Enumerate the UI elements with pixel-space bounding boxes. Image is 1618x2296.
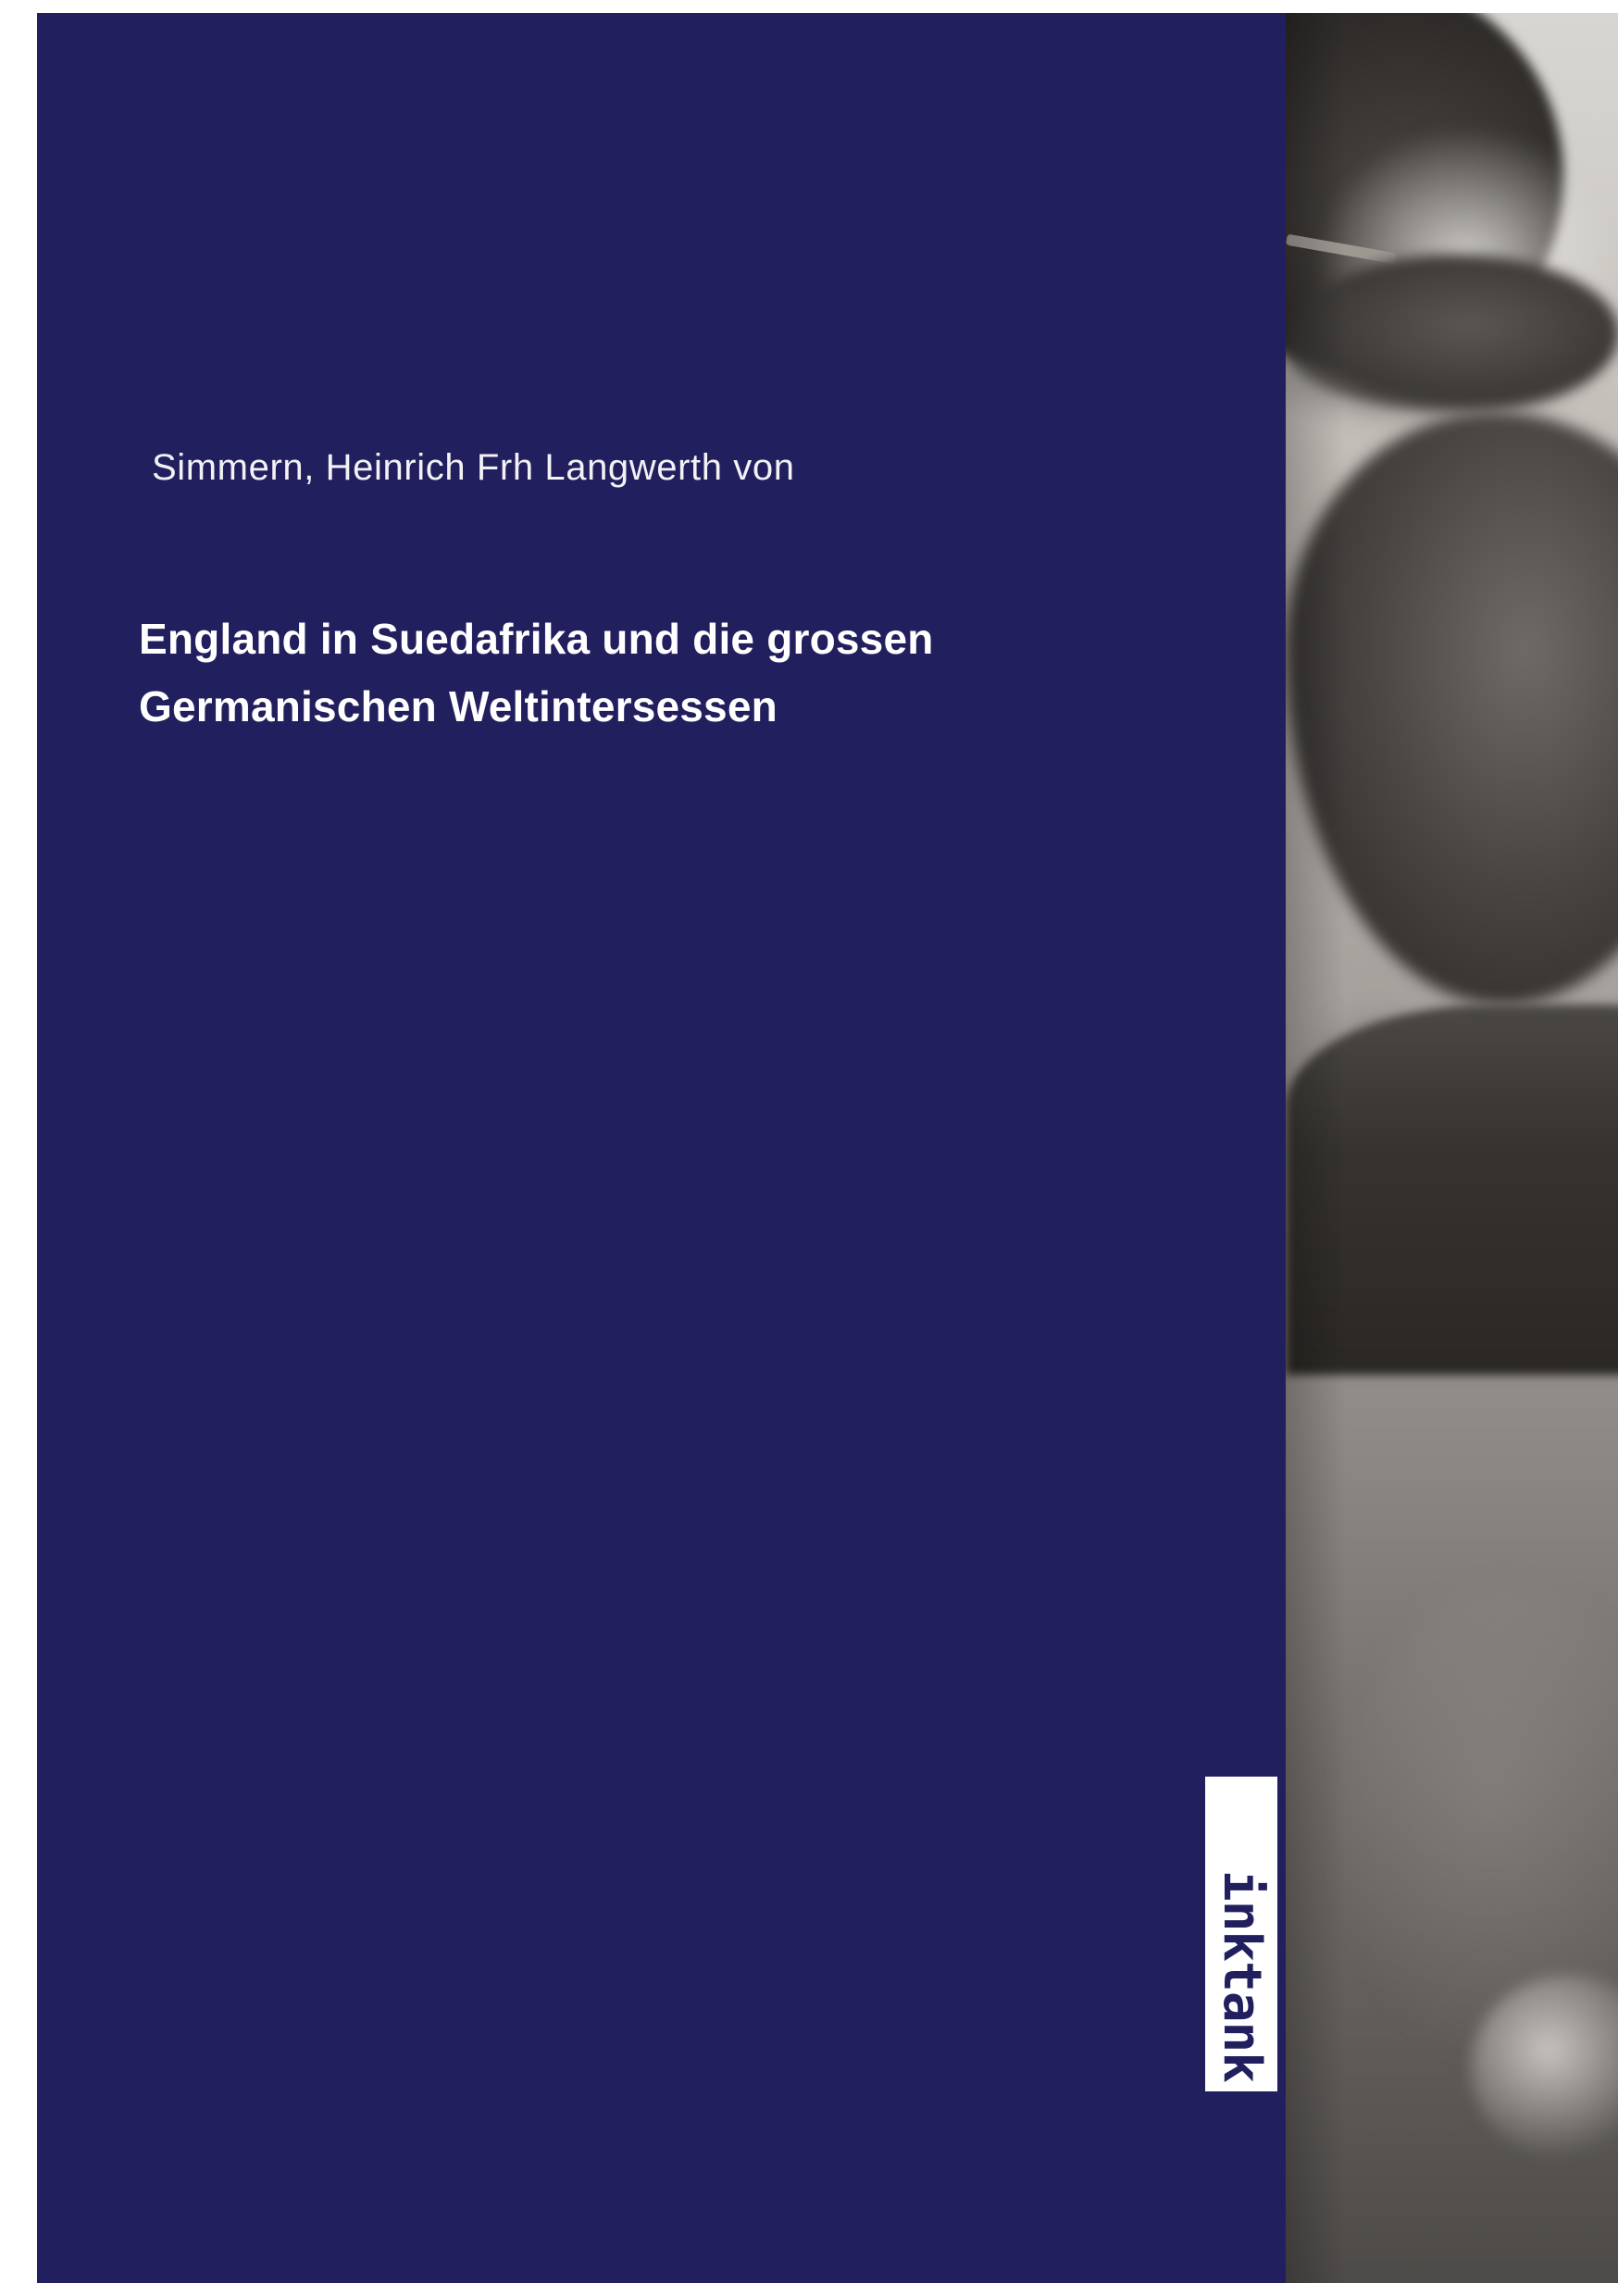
- portrait-shoulder: [1286, 1004, 1618, 1375]
- publisher-logo-text: inktank: [1212, 1869, 1272, 2082]
- portrait-photo: [1286, 13, 1618, 2283]
- book-title: England in Suedafrika und die grossen Germanischen Weltintersessen: [139, 615, 934, 730]
- spine-mark: [37, 2142, 52, 2166]
- cover-background-panel: [37, 13, 1286, 2283]
- cover-artwork: [37, 13, 1618, 2283]
- author-name: Simmern, Heinrich Frh Langwerth von: [152, 447, 795, 488]
- publisher-logo: [1205, 1777, 1277, 2091]
